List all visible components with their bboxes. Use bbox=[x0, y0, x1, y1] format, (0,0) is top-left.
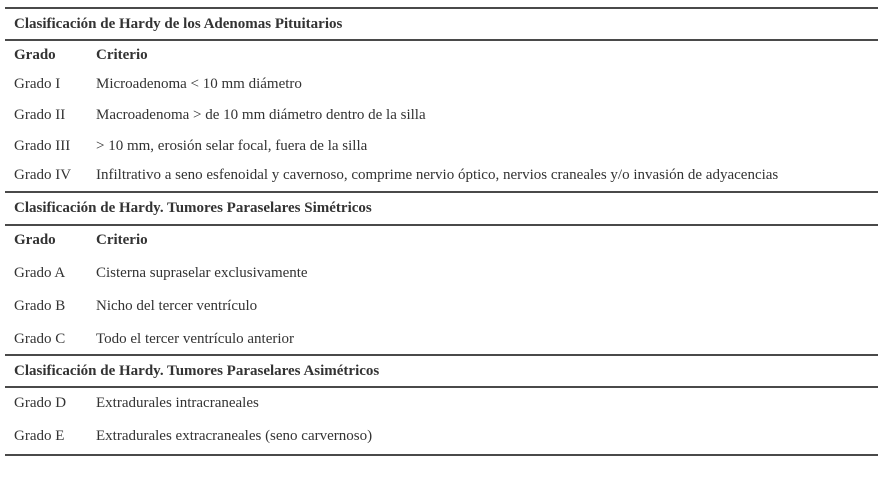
hardy-classification-table bbox=[5, 7, 878, 456]
grade-cell: Grado B bbox=[14, 298, 66, 314]
rule-bottom bbox=[5, 454, 878, 456]
criterion-cell: Extradurales intracraneales bbox=[96, 395, 259, 411]
table-row bbox=[5, 421, 878, 454]
section-title: Clasificación de Hardy de los Adenomas Pituitarios bbox=[14, 16, 343, 32]
section-symmetric-parasellar bbox=[5, 191, 878, 354]
column-header-criterion: Criterio bbox=[96, 47, 148, 63]
criterion-cell: Todo el tercer ventrículo anterior bbox=[96, 331, 295, 347]
table-row bbox=[5, 291, 878, 324]
criterion-cell: Infiltrativo a seno esfenoidal y cavernoso, comprime nervio óptico, nervios craneales y/o invasión de adyacencias bbox=[96, 167, 779, 183]
section-pituitary-adenomas bbox=[5, 7, 878, 191]
section-title: Clasificación de Hardy. Tumores Paraselares Simétricos bbox=[14, 200, 372, 216]
column-header-row bbox=[5, 41, 878, 69]
section-asymmetric-parasellar bbox=[5, 354, 878, 456]
grade-cell: Grado I bbox=[14, 76, 61, 92]
column-header-grade: Grado bbox=[14, 232, 56, 248]
table-row bbox=[5, 131, 878, 160]
grade-cell: Grado III bbox=[14, 138, 71, 154]
table-row bbox=[5, 258, 878, 291]
criterion-cell: Cisterna supraselar exclusivamente bbox=[96, 265, 308, 281]
criterion-cell: Extradurales extracraneales (seno carvernoso) bbox=[96, 428, 373, 444]
column-header-grade: Grado bbox=[14, 47, 56, 63]
table-row bbox=[5, 388, 878, 421]
table-row bbox=[5, 160, 878, 191]
grade-cell: Grado E bbox=[14, 428, 65, 444]
grade-cell: Grado C bbox=[14, 331, 66, 347]
column-header-criterion: Criterio bbox=[96, 232, 148, 248]
column-header-row bbox=[5, 226, 878, 258]
grade-cell: Grado D bbox=[14, 395, 67, 411]
section-title: Clasificación de Hardy. Tumores Paraselares Asimétricos bbox=[14, 363, 380, 379]
grade-cell: Grado A bbox=[14, 265, 66, 281]
table-row bbox=[5, 324, 878, 354]
criterion-cell: Macroadenoma > de 10 mm diámetro dentro de la silla bbox=[96, 107, 426, 123]
grade-cell: Grado II bbox=[14, 107, 66, 123]
grade-cell: Grado IV bbox=[14, 167, 72, 183]
table-row bbox=[5, 69, 878, 100]
criterion-cell: Nicho del tercer ventrículo bbox=[96, 298, 258, 314]
criterion-cell: > 10 mm, erosión selar focal, fuera de la silla bbox=[96, 138, 368, 154]
table-row bbox=[5, 100, 878, 131]
criterion-cell: Microadenoma < 10 mm diámetro bbox=[96, 76, 302, 92]
